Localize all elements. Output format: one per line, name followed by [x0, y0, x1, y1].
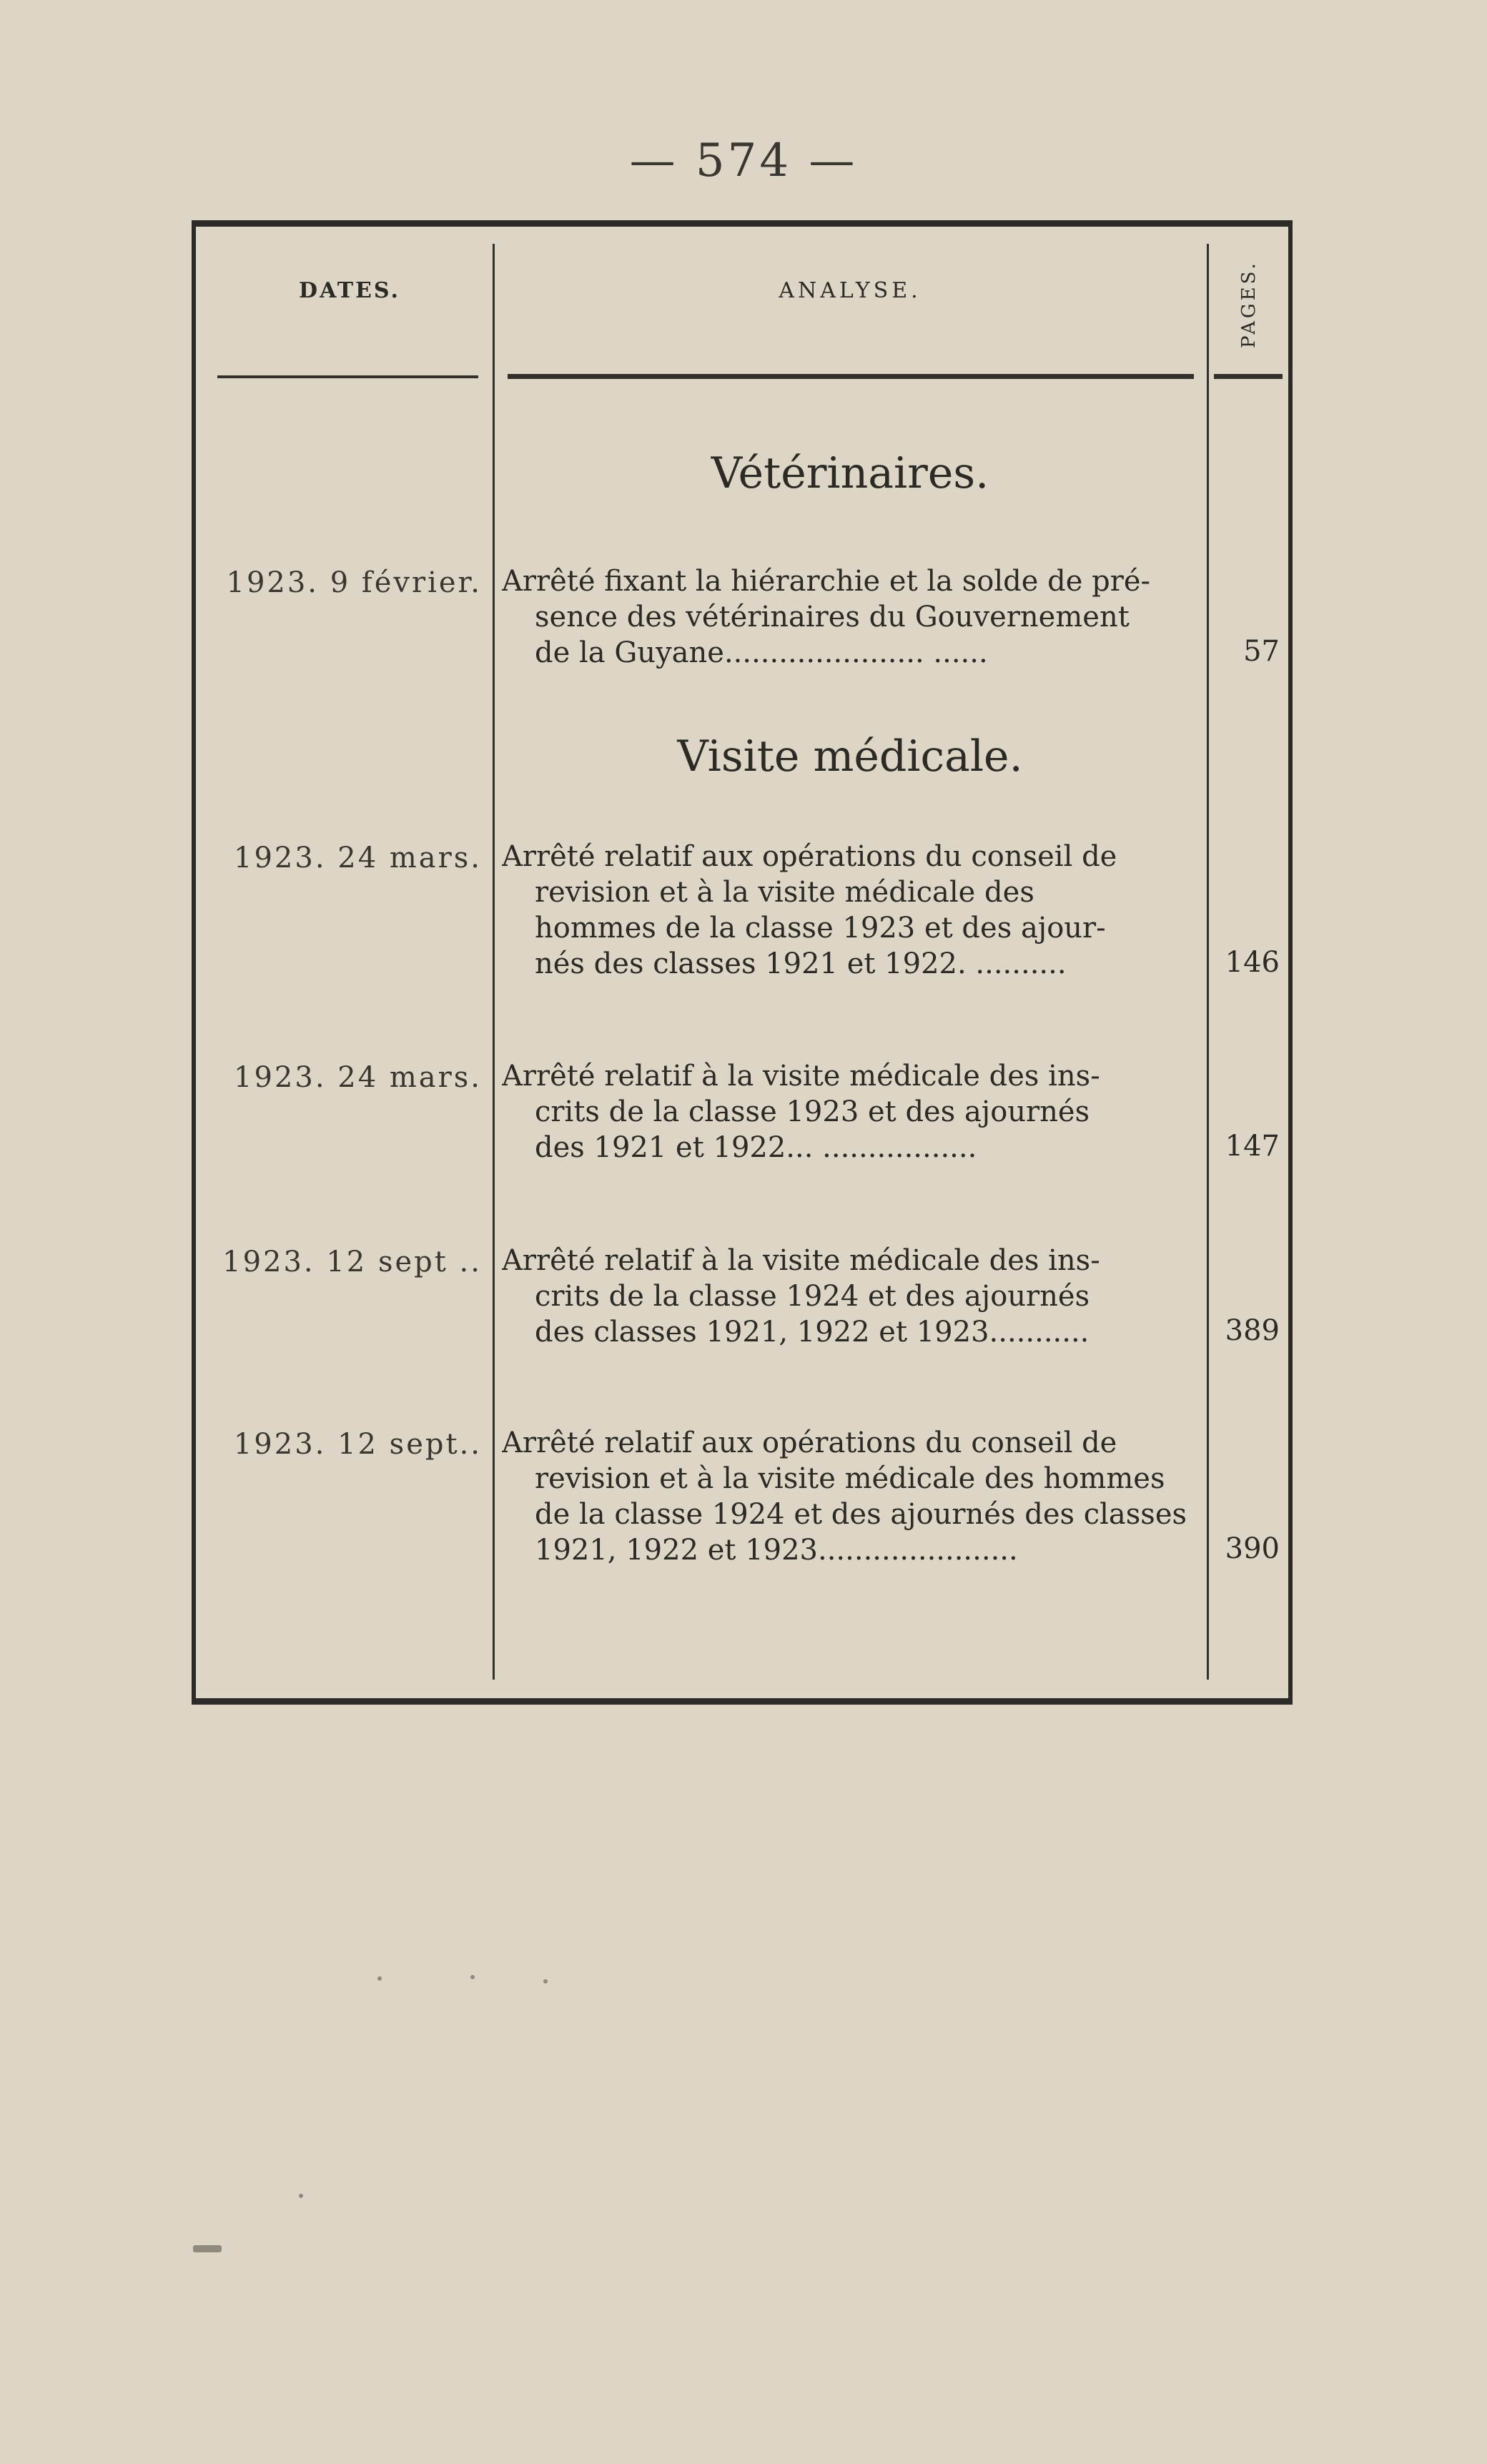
entry-analysis	[502, 1058, 1199, 1166]
entry-page: 390	[1225, 1532, 1280, 1565]
entry-line: Arrêté relatif à la visite médicale des ins-	[502, 1060, 1100, 1093]
entry-line: Arrêté relatif à la visite médicale des ins-	[502, 1244, 1100, 1277]
column-divider	[1207, 244, 1209, 1680]
entry-page: 389	[1225, 1314, 1280, 1347]
entry-line: revision et à la visite médicale des	[535, 876, 1034, 909]
page-number: — 574 —	[629, 134, 858, 187]
paper-speck	[543, 1979, 548, 1983]
paper-speck	[377, 1976, 382, 1981]
header-rule	[1214, 374, 1283, 379]
entry-line: hommes de la classe 1923 et des ajour-	[535, 912, 1106, 945]
entry-analysis	[502, 563, 1199, 671]
entry-date: 1923. 12 sept..	[233, 1428, 482, 1461]
paper-speck	[470, 1975, 475, 1979]
entry-analysis	[502, 1425, 1199, 1568]
section-title: Vétérinaires.	[711, 448, 989, 498]
entry-line: nés des classes 1921 et 1922. ..........	[535, 947, 1067, 980]
entry-date: 1923. 24 mars.	[234, 842, 482, 874]
entry-line: Arrêté fixant la hiérarchie et la solde de pré-	[502, 565, 1151, 598]
entry-line: de la Guyane...................... ......	[535, 636, 988, 669]
section-title: Visite médicale.	[677, 731, 1023, 782]
entry-line: 1921, 1922 et 1923......................	[535, 1534, 1018, 1567]
entry-line: crits de la classe 1923 et des ajournés	[535, 1095, 1090, 1128]
paper-speck	[193, 2245, 222, 2252]
paper-speck	[299, 2194, 303, 2198]
header-rule	[217, 375, 478, 378]
entry-line: Arrêté relatif aux opérations du conseil de	[502, 1426, 1117, 1459]
entry-date: 1923. 9 février.	[226, 566, 482, 599]
entry-page: 146	[1225, 946, 1280, 979]
header-dates: DATES.	[299, 278, 400, 303]
entry-date: 1923. 24 mars.	[234, 1061, 482, 1094]
header-pages: PAGES.	[1238, 260, 1260, 348]
entry-line: de la classe 1924 et des ajournés des classes	[535, 1498, 1187, 1531]
entry-line: crits de la classe 1924 et des ajournés	[535, 1280, 1090, 1313]
entry-line: Arrêté relatif aux opérations du conseil de	[502, 840, 1117, 873]
entry-page: 147	[1225, 1130, 1280, 1163]
column-divider	[493, 244, 495, 1680]
entry-analysis	[502, 1243, 1199, 1350]
header-analyse: ANALYSE.	[779, 278, 922, 303]
entry-line: des 1921 et 1922... .................	[535, 1131, 977, 1164]
entry-date: 1923. 12 sept ..	[222, 1246, 482, 1278]
header-rule	[508, 374, 1194, 379]
entry-analysis	[502, 839, 1199, 982]
entry-line: revision et à la visite médicale des hommes	[535, 1462, 1165, 1495]
index-table	[192, 220, 1293, 1705]
entry-line: sence des vétérinaires du Gouvernement	[535, 601, 1130, 634]
entry-line: des classes 1921, 1922 et 1923...........	[535, 1316, 1090, 1349]
entry-page: 57	[1243, 635, 1280, 668]
